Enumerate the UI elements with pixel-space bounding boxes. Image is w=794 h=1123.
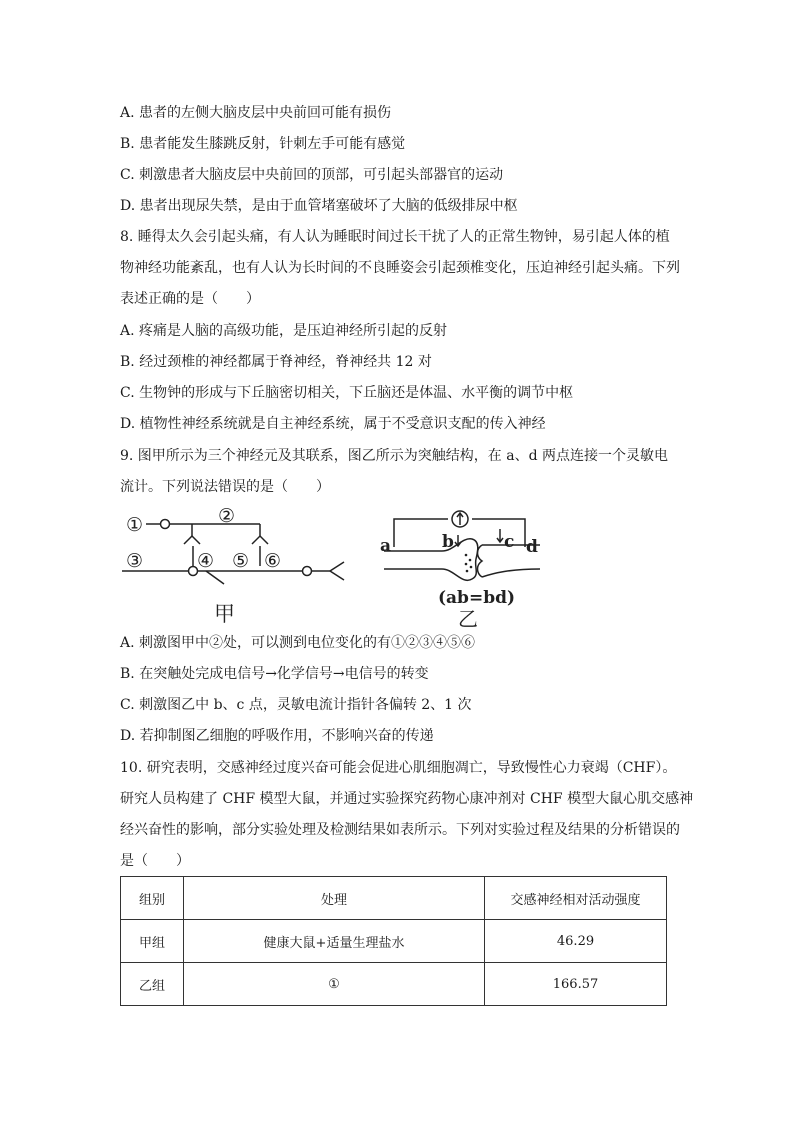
table-cell: ①	[184, 963, 485, 1006]
q9-option-a: A. 刺激图甲中②处，可以测到电位变化的有①②③④⑤⑥	[120, 635, 476, 651]
yi-point-d: d	[526, 537, 538, 557]
table-header-cell: 处理	[184, 877, 485, 920]
q8-stem-line-2: 物神经功能紊乱，也有人认为长时间的不良睡姿会引起颈椎变化，压迫神经引起头痛。下列	[120, 260, 680, 276]
yi-note: (ab=bd)	[438, 588, 516, 608]
table-header-cell: 组别	[121, 877, 184, 920]
table-header-row	[121, 877, 667, 920]
figure-yi-synapse	[380, 505, 550, 630]
figure-jia-caption: 甲	[214, 602, 235, 626]
q8-option-b: B. 经过颈椎的神经都属于脊神经，脊神经共 12 对	[120, 354, 432, 370]
yi-point-c: c	[504, 532, 515, 552]
q8-option-c: C. 生物钟的形成与下丘脑密切相关，下丘脑还是体温、水平衡的调节中枢	[120, 385, 574, 401]
jia-label-6: ⑥	[264, 550, 282, 572]
figure-jia-neurons	[118, 500, 358, 630]
q9-option-c: C. 刺激图乙中 b、c 点，灵敏电流计指针各偏转 2、1 次	[120, 697, 472, 713]
jia-label-4: ④	[197, 550, 215, 572]
q9-option-b: B. 在突触处完成电信号→化学信号→电信号的转变	[120, 666, 429, 682]
table-header-cell: 交感神经相对活动强度	[485, 877, 667, 920]
q10-stem-line-3: 经兴奋性的影响，部分实验处理及检测结果如表所示。下列对实验过程及结果的分析错误的	[120, 822, 680, 838]
q8-stem-line-1: 8. 睡得太久会引起头痛，有人认为睡眠时间过长干扰了人的正常生物钟，易引起人体的植	[120, 229, 670, 245]
q8-option-a: A. 疼痛是人脑的高级功能，是压迫神经所引起的反射	[120, 323, 448, 339]
q9-stem-line-2: 流计。下列说法错误的是（ ）	[120, 479, 330, 495]
q7-option-b: B. 患者能发生膝跳反射，针刺左手可能有感觉	[120, 136, 406, 152]
q10-stem-line-4: 是（ ）	[120, 853, 190, 869]
q10-stem-line-2: 研究人员构建了 CHF 模型大鼠，并通过实验探究药物心康冲剂对 CHF 模型大鼠心肌交感神	[120, 791, 694, 807]
q7-option-a: A. 患者的左侧大脑皮层中央前回可能有损伤	[120, 105, 392, 121]
yi-point-b: b	[442, 532, 454, 552]
table-cell: 46.29	[485, 920, 667, 963]
table-cell: 甲组	[121, 920, 184, 963]
figure-yi-caption: 乙	[458, 607, 478, 630]
table-row	[121, 963, 667, 1006]
jia-label-5: ⑤	[232, 550, 250, 572]
q8-option-d: D. 植物性神经系统就是自主神经系统，属于不受意识支配的传入神经	[120, 416, 546, 432]
q7-option-c: C. 刺激患者大脑皮层中央前回的顶部，可引起头部器官的运动	[120, 167, 504, 183]
q8-stem-line-3: 表述正确的是（ ）	[120, 291, 260, 307]
table-cell: 166.57	[485, 963, 667, 1006]
jia-label-1: ①	[126, 514, 144, 536]
q9-option-d: D. 若抑制图乙细胞的呼吸作用，不影响兴奋的传递	[120, 728, 434, 744]
q10-stem-line-1: 10. 研究表明，交感神经过度兴奋可能会促进心肌细胞凋亡，导致慢性心力衰竭（CHF）。	[120, 760, 677, 776]
table-row	[121, 920, 667, 963]
q9-stem-line-1: 9. 图甲所示为三个神经元及其联系，图乙所示为突触结构，在 a、d 两点连接一个灵敏电	[120, 448, 669, 464]
jia-label-2: ②	[218, 505, 236, 527]
q7-option-d: D. 患者出现尿失禁，是由于血管堵塞破坏了大脑的低级排尿中枢	[120, 198, 518, 214]
q10-data-table	[120, 876, 667, 1006]
table-cell: 健康大鼠+适量生理盐水	[184, 920, 485, 963]
yi-point-a: a	[380, 536, 392, 556]
jia-label-3: ③	[126, 550, 144, 572]
table-cell: 乙组	[121, 963, 184, 1006]
